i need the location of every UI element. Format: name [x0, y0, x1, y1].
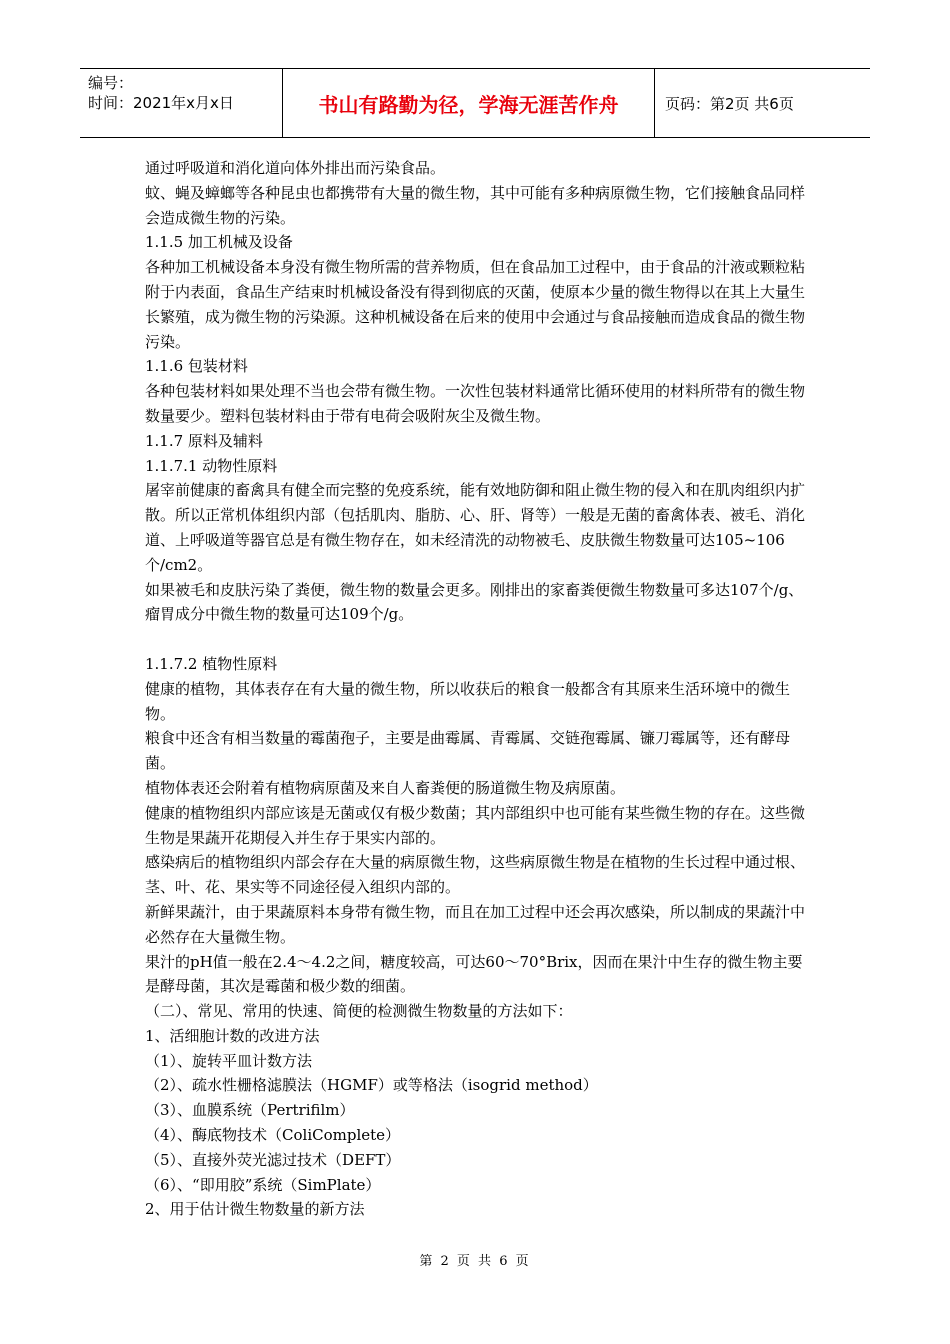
header-left-cell — [80, 69, 282, 137]
list-item: （4）、酶底物技术（ColiComplete） — [145, 1126, 401, 1145]
header-motto-cell — [282, 69, 655, 137]
section-heading: 1.1.7.2 植物性原料 — [145, 654, 278, 673]
paragraph: 各种包装材料如果处理不当也会带有微生物。一次性包装材料通常比循环使用的材料所带有的微生物数量要少。塑料包装材料由于带有电荷会吸附灰尘及微生物。 — [145, 382, 806, 425]
paragraph: 感染病后的植物组织内部会存在大量的病原微生物，这些病原微生物是在植物的生长过程中通过根、茎、叶、花、果实等不同途径侵入组织内部的。 — [145, 853, 806, 897]
list-heading: 1、活细胞计数的改进方法 — [145, 1026, 320, 1045]
paragraph: 健康的植物组织内部应该是无菌或仅有极少数菌；其内部组织中也可能有某些微生物的存在。这些微生物是果蔬开花期侵入并生存于果实内部的。 — [145, 803, 806, 847]
document-body — [145, 156, 810, 1222]
paragraph: 各种加工机械设备本身没有微生物所需的营养物质，但在食品加工过程中，由于食品的汁液或颗粒粘附于内表面，食品生产结束时机械设备没有得到彻底的灭菌，使原本少量的微生物得以在其上大量生长繁殖，成为微生物的污染源。这种机械设备在后来的使用中会通过与食品接触而造成食品的微生物污染。 — [145, 258, 806, 351]
page-footer: 第 2 页 共 6 页 — [419, 1254, 531, 1269]
paragraph: 健康的植物，其体表存在有大量的微生物，所以收获后的粮食一般都含有其原来生活环境中的微生物。 — [145, 679, 791, 723]
motto-text: 书山有路勤为径，学海无涯苦作舟 — [318, 92, 619, 117]
section-heading: 1.1.5 加工机械及设备 — [145, 233, 293, 252]
paragraph: 蚊、蝇及蟑螂等各种昆虫也都携带有大量的微生物，其中可能有多种病原微生物，它们接触食品同样会造成微生物的污染。 — [145, 183, 806, 227]
paragraph: 植物体表还会附着有植物病原菌及来自人畜粪便的肠道微生物及病原菌。 — [145, 778, 626, 797]
paragraph: 粮食中还含有相当数量的霉菌孢子，主要是曲霉属、青霉属、交链孢霉属、镰刀霉属等，还有酵母菌。 — [145, 729, 791, 773]
paragraph: 新鲜果蔬汁，由于果蔬原料本身带有微生物，而且在加工过程中还会再次感染，所以制成的果蔬汁中必然存在大量微生物。 — [145, 902, 806, 946]
time-label: 时间：2021年x月x日 — [88, 94, 234, 112]
list-item: （3）、血膜系统（Pertrifilm） — [145, 1101, 355, 1120]
list-item: （2）、疏水性栅格滤膜法（HGMF）或等格法（isogrid method） — [145, 1076, 598, 1095]
list-item: （1）、旋转平皿计数方法 — [145, 1051, 313, 1070]
list-item: （6）、“即用胶”系统（SimPlate） — [145, 1175, 381, 1194]
page-header — [80, 68, 870, 138]
section-heading: 1.1.7.1 动物性原料 — [145, 456, 278, 475]
section-heading: 1.1.7 原料及辅料 — [145, 431, 263, 450]
paragraph: （二）、常见、常用的快速、简便的检测微生物数量的方法如下： — [145, 1002, 573, 1021]
paragraph: 通过呼吸道和消化道向体外排出而污染食品。 — [145, 159, 446, 177]
list-item: 2、用于估计微生物数量的新方法 — [145, 1200, 365, 1219]
paragraph: 如果被毛和皮肤污染了粪便，微生物的数量会更多。刚排出的家畜粪便微生物数量可多达107个/g、瘤胃成分中微生物的数量可达109个/g。 — [145, 580, 804, 624]
code-label: 编号： — [88, 74, 134, 92]
section-heading: 1.1.6 包装材料 — [145, 357, 248, 376]
list-item: （5）、直接外荧光滤过技术（DEFT） — [145, 1150, 401, 1169]
blank-line — [145, 627, 810, 652]
page-info: 页码：第2页 共6页 — [665, 94, 794, 113]
paragraph: 果汁的pH值一般在2.4～4.2之间，糖度较高，可达60～70°Brix，因而在果汁中生存的微生物主要是酵母菌，其次是霉菌和极少数的细菌。 — [145, 952, 803, 996]
paragraph: 屠宰前健康的畜禽具有健全而完整的免疫系统，能有效地防御和阻止微生物的侵入和在肌肉组织内扩散。所以正常机体组织内部（包括肌肉、脂肪、心、肝、肾等）一般是无菌的畜禽体表、被毛、消化道、上呼吸道等器官总是有微生物存在，如未经清洗的动物被毛、皮肤微生物数量可达105~106个/cm2。 — [145, 481, 806, 574]
header-page-cell — [655, 69, 870, 137]
